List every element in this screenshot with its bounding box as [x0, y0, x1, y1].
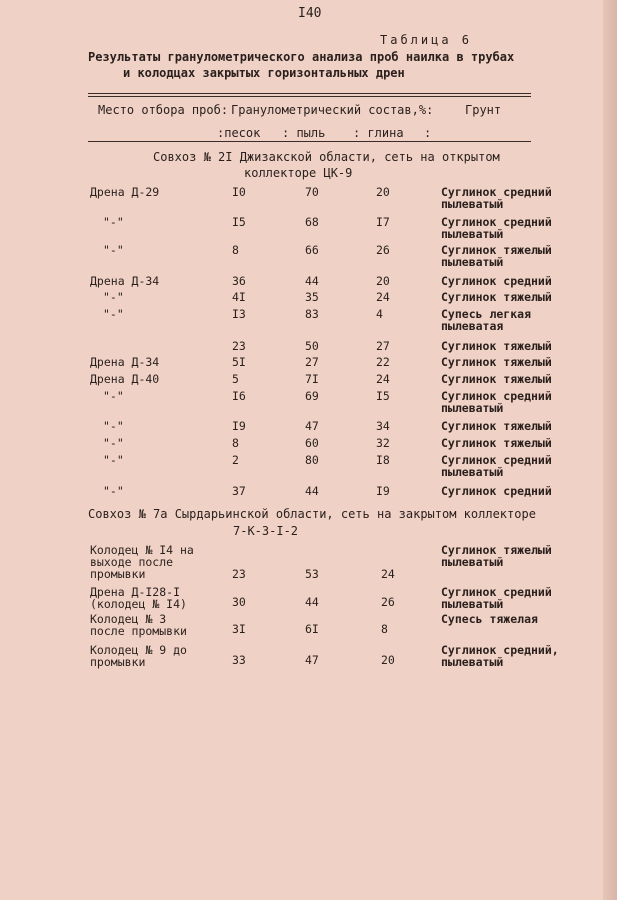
- row-place-line1: Колодец № 9 до: [90, 643, 187, 657]
- row-sand-value: 8: [232, 243, 239, 257]
- row-place: "-": [103, 484, 124, 498]
- table-title-line2: и колодцах закрытых горизонтальных дрен: [123, 66, 405, 80]
- row-place: Дрена Д-29: [90, 185, 160, 199]
- row-clay-value: 24: [376, 290, 390, 304]
- page-edge: [603, 0, 617, 900]
- row-soil-type: Суглинок тяжелый: [441, 419, 552, 433]
- row-sand-value: 2: [232, 453, 239, 467]
- row-sand-value: 37: [232, 484, 246, 498]
- row-soil-type: Суглинок тяжелый: [441, 339, 552, 353]
- row-sand-value: I3: [232, 307, 246, 321]
- row-place: "-": [103, 436, 124, 450]
- row-silt-value: 44: [305, 274, 319, 288]
- row-place-line3: промывки: [90, 567, 146, 581]
- row-soil-modifier: пылеватый: [441, 401, 504, 415]
- row-place: "-": [103, 307, 124, 321]
- row-soil-type: Суглинок средний,: [441, 643, 559, 657]
- header-end: :: [424, 126, 432, 140]
- row-silt-value: 47: [305, 653, 319, 667]
- table-title-line1: Результаты гранулометрического анализа проб наилка в трубах: [88, 50, 515, 64]
- row-silt-value: 83: [305, 307, 319, 321]
- row-soil-type: Суглинок средний: [441, 215, 552, 229]
- row-clay-value: 34: [376, 419, 390, 433]
- row-silt-value: 7I: [305, 372, 319, 386]
- row-soil-modifier: пылеватый: [441, 197, 504, 211]
- row-sand-value: 23: [232, 567, 246, 581]
- header-top-rule: [88, 93, 531, 94]
- row-soil-type: Суглинок тяжелый: [441, 290, 552, 304]
- row-silt-value: 70: [305, 185, 319, 199]
- row-soil-type: Суглинок средний: [441, 389, 552, 403]
- row-place-line1: Колодец № I4 на: [90, 543, 194, 557]
- page-number: I40: [298, 6, 322, 21]
- row-silt-value: 35: [305, 290, 319, 304]
- header-composition: Гранулометрический состав,%:: [231, 103, 434, 117]
- row-soil-type: Суглинок средний: [441, 274, 552, 288]
- row-silt-value: 80: [305, 453, 319, 467]
- row-soil-modifier: пылеватый: [441, 227, 504, 241]
- row-place: Дрена Д-40: [90, 372, 160, 386]
- row-clay-value: 8: [381, 622, 388, 636]
- row-place: Дрена Д-34: [90, 355, 160, 369]
- row-silt-value: 27: [305, 355, 319, 369]
- row-silt-value: 50: [305, 339, 319, 353]
- row-sand-value: 4I: [232, 290, 246, 304]
- row-place: "-": [103, 453, 124, 467]
- row-place-line2: выходе после: [90, 555, 174, 569]
- header-bottom-rule: [88, 141, 531, 142]
- row-silt-value: 66: [305, 243, 319, 257]
- row-silt-value: 44: [305, 484, 319, 498]
- row-place-line1: Дрена Д-I28-I: [90, 585, 181, 599]
- row-place-line1: Колодец № 3: [90, 612, 167, 626]
- row-sand-value: 23: [232, 339, 246, 353]
- row-silt-value: 53: [305, 567, 319, 581]
- section1-title: Совхоз № 2I Джизакской области, сеть на открытом: [153, 150, 500, 164]
- row-place: "-": [103, 290, 124, 304]
- header-top-rule-2: [88, 96, 531, 97]
- row-sand-value: 36: [232, 274, 246, 288]
- row-soil-type: Суглинок тяжелый: [441, 243, 552, 257]
- row-sand-value: I9: [232, 419, 246, 433]
- row-place: "-": [103, 419, 124, 433]
- row-clay-value: I8: [376, 453, 390, 467]
- row-soil-type: Суглинок тяжелый: [441, 436, 552, 450]
- row-silt-value: 60: [305, 436, 319, 450]
- row-soil-type: Суглинок тяжелый: [441, 543, 552, 557]
- row-soil-modifier: пылеватый: [441, 255, 504, 269]
- row-clay-value: I9: [376, 484, 390, 498]
- row-clay-value: 32: [376, 436, 390, 450]
- row-soil-modifier: пылеватый: [441, 655, 504, 669]
- row-place: "-": [103, 389, 124, 403]
- section2-subtitle: 7-К-3-I-2: [233, 524, 299, 538]
- row-soil-modifier: пылеватый: [441, 597, 504, 611]
- section2-title: Совхоз № 7а Сырдарьинской области, сеть на закрытом коллекторе: [88, 507, 536, 521]
- row-clay-value: 20: [381, 653, 395, 667]
- row-soil-type: Суглинок средний: [441, 585, 552, 599]
- row-sand-value: 5: [232, 372, 239, 386]
- row-soil-type: Супесь тяжелая: [441, 612, 538, 626]
- row-clay-value: I7: [376, 215, 390, 229]
- row-place: "-": [103, 243, 124, 257]
- row-silt-value: 44: [305, 595, 319, 609]
- section1-subtitle: коллекторе ЦК-9: [244, 166, 353, 180]
- row-sand-value: I5: [232, 215, 246, 229]
- row-soil-modifier: пылеватый: [441, 465, 504, 479]
- row-place: Дрена Д-34: [90, 274, 160, 288]
- row-sand-value: 30: [232, 595, 246, 609]
- row-clay-value: 26: [381, 595, 395, 609]
- row-clay-value: I5: [376, 389, 390, 403]
- row-place-line2: промывки: [90, 655, 146, 669]
- row-clay-value: 20: [376, 274, 390, 288]
- row-sand-value: 5I: [232, 355, 246, 369]
- row-silt-value: 47: [305, 419, 319, 433]
- header-soil: Грунт: [465, 103, 502, 117]
- row-clay-value: 24: [381, 567, 395, 581]
- row-silt-value: 69: [305, 389, 319, 403]
- row-place-line2: после промывки: [90, 624, 187, 638]
- header-sand: :песок: [217, 126, 261, 140]
- row-silt-value: 6I: [305, 622, 319, 636]
- row-soil-modifier: пылеватая: [441, 319, 504, 333]
- row-sand-value: I0: [232, 185, 246, 199]
- header-place: Место отбора проб:: [98, 103, 229, 117]
- header-clay: : глина: [353, 126, 404, 140]
- table-label: Таблица 6: [380, 33, 473, 47]
- row-sand-value: 33: [232, 653, 246, 667]
- row-clay-value: 26: [376, 243, 390, 257]
- row-place: "-": [103, 215, 124, 229]
- row-soil-type: Суглинок средний: [441, 453, 552, 467]
- row-sand-value: I6: [232, 389, 246, 403]
- row-sand-value: 3I: [232, 622, 246, 636]
- row-place-line2: (колодец № I4): [90, 597, 187, 611]
- row-soil-type: Суглинок средний: [441, 185, 552, 199]
- row-soil-type: Суглинок средний: [441, 484, 552, 498]
- row-silt-value: 68: [305, 215, 319, 229]
- row-clay-value: 20: [376, 185, 390, 199]
- row-soil-type: Суглинок тяжелый: [441, 355, 552, 369]
- row-soil-modifier: пылеватый: [441, 555, 504, 569]
- row-sand-value: 8: [232, 436, 239, 450]
- row-clay-value: 4: [376, 307, 383, 321]
- header-silt: : пыль: [282, 126, 326, 140]
- row-clay-value: 27: [376, 339, 390, 353]
- row-clay-value: 22: [376, 355, 390, 369]
- row-soil-type: Супесь легкая: [441, 307, 532, 321]
- row-soil-type: Суглинок тяжелый: [441, 372, 552, 386]
- row-clay-value: 24: [376, 372, 390, 386]
